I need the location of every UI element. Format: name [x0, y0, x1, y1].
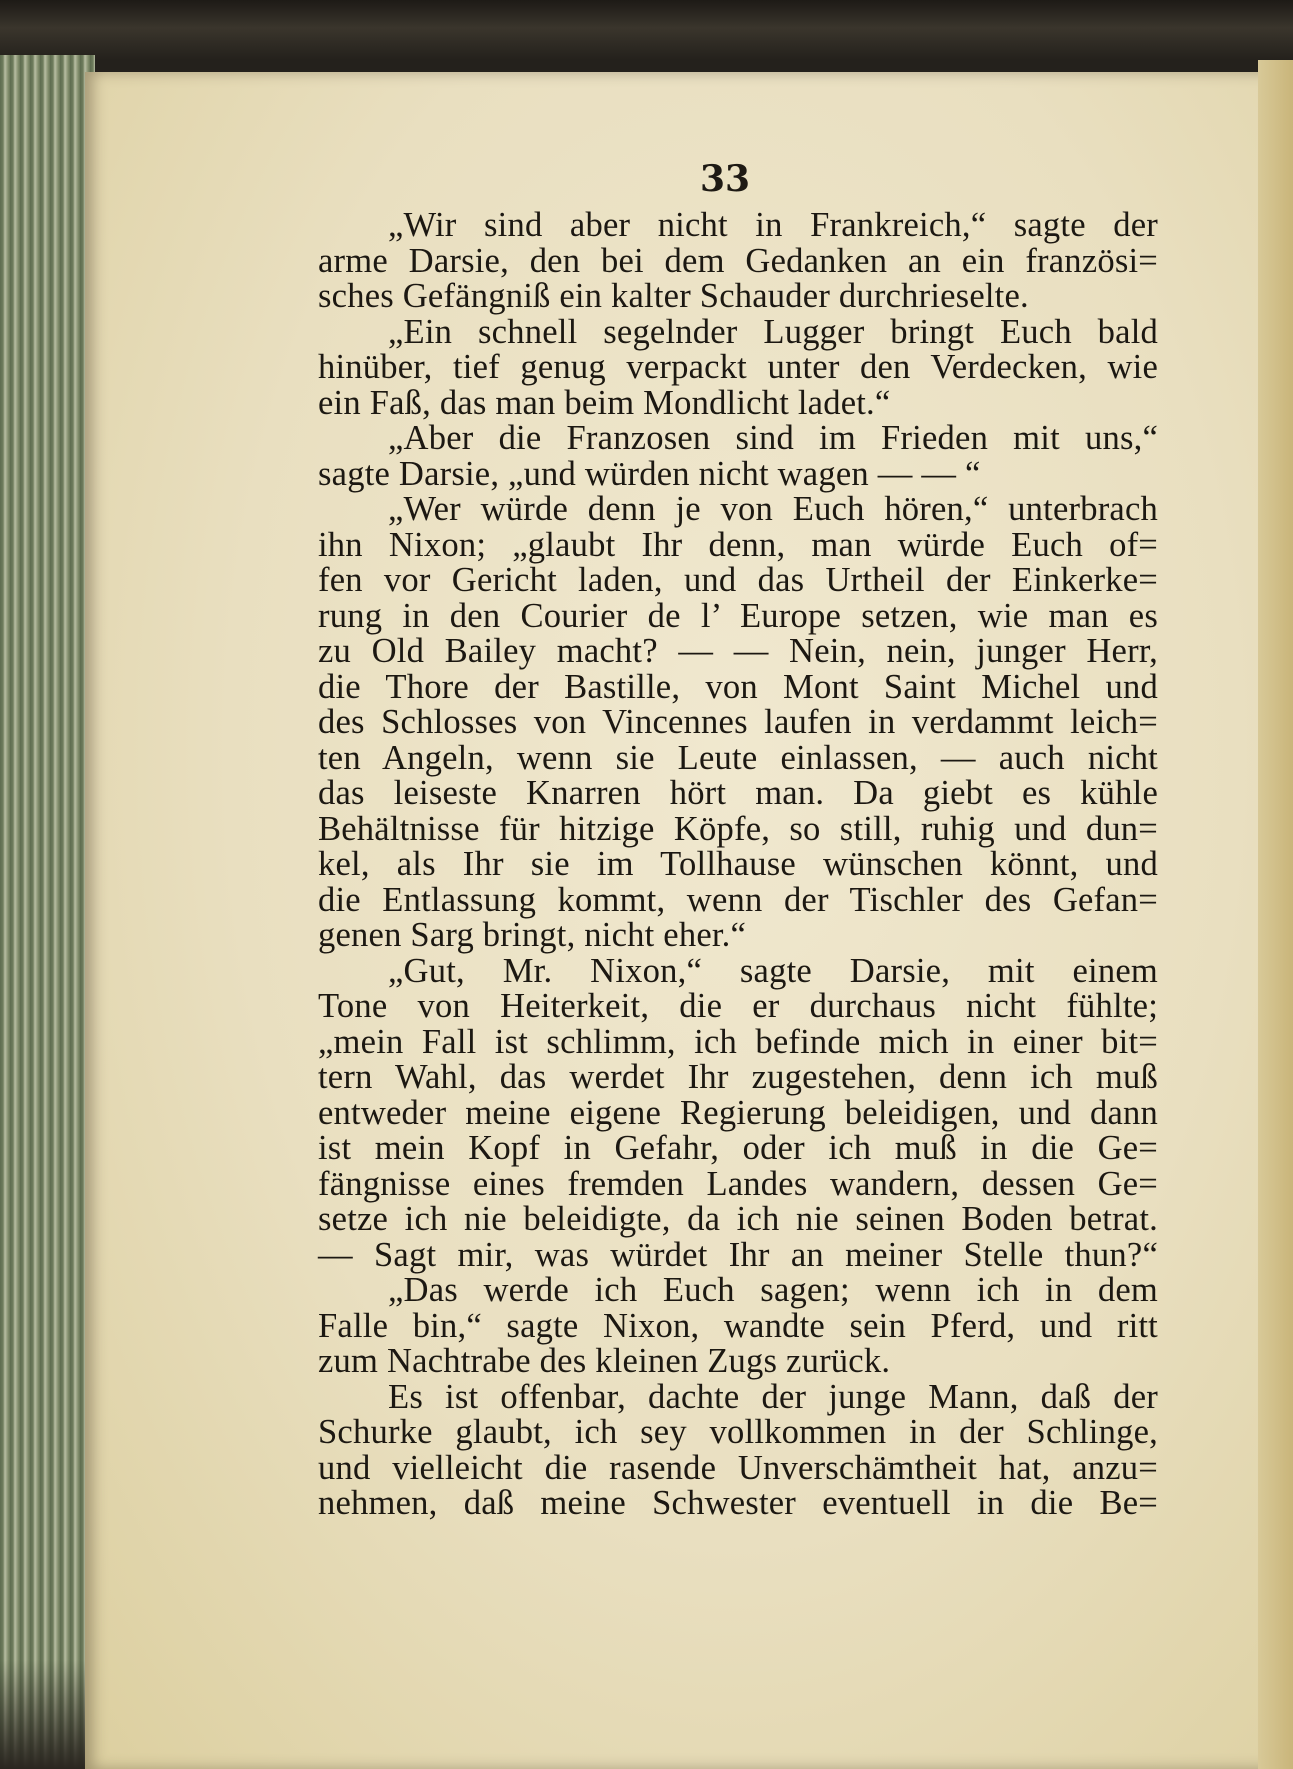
text-line: kel, als Ihr sie im Tollhause wünschen könnt, und [318, 845, 1158, 883]
page-number: 33 [700, 158, 751, 200]
book-page-edges [0, 55, 95, 1769]
text-line: und vielleicht die rasende Unverschämtheit hat, anzu= [318, 1448, 1158, 1487]
text-line: „mein Fall ist schlimm, ich befinde mich in einer bit= [318, 1022, 1158, 1061]
text-line: setze ich nie beleidigte, da ich nie seinen Boden betrat. [318, 1200, 1158, 1238]
text-line: „Wir sind aber nicht in Frankreich,“ sagte der [388, 206, 1158, 244]
page-edge-shadow [0, 1660, 95, 1769]
text-line: sagte Darsie, „und würden nicht wagen — — “ [318, 454, 981, 493]
text-line: fen vor Gericht laden, und das Urtheil der Einkerke= [318, 561, 1158, 599]
page-right-edge [1258, 60, 1293, 1769]
text-line: rung in den Courier de l’ Europe setzen, wie man es [318, 596, 1158, 635]
body-text [318, 208, 1158, 1522]
text-line: zu Old Bailey macht? — — Nein, nein, junger Herr, [318, 632, 1158, 670]
text-line: Tone von Heiterkeit, die er durchaus nicht fühlte; [318, 987, 1158, 1025]
text-line: „Das werde ich Euch sagen; wenn ich in dem [388, 1271, 1158, 1309]
text-line: tern Wahl, das werdet Ihr zugestehen, denn ich muß [318, 1058, 1158, 1096]
text-line: entweder meine eigene Regierung beleidigen, und dann [318, 1093, 1158, 1132]
text-line: — Sagt mir, was würdet Ihr an meiner Stelle thun?“ [318, 1235, 1158, 1274]
text-line: die Entlassung kommt, wenn der Tischler des Gefan= [318, 880, 1158, 919]
text-line: zum Nachtrabe des kleinen Zugs zurück. [318, 1342, 891, 1380]
text-line: des Schlosses von Vincennes laufen in verdammt leich= [318, 703, 1158, 741]
text-line: die Thore der Bastille, von Mont Saint Michel und [318, 667, 1158, 706]
text-line: sches Gefängniß ein kalter Schauder durchrieselte. [318, 277, 1029, 315]
text-line: Schurke glaubt, ich sey vollkommen in der Schlinge, [318, 1413, 1158, 1451]
text-line: das leiseste Knarren hört man. Da giebt es kühle [318, 774, 1158, 812]
text-line: ihn Nixon; „glaubt Ihr denn, man würde Euch of= [318, 525, 1158, 564]
text-line: „Ein schnell segelnder Lugger bringt Euch bald [388, 312, 1158, 351]
text-line: Falle bin,“ sagte Nixon, wandte sein Pferd, und ritt [318, 1306, 1158, 1345]
text-line: hinüber, tief genug verpackt unter den Verdecken, wie [318, 348, 1158, 386]
text-line: „Gut, Mr. Nixon,“ sagte Darsie, mit einem [388, 951, 1158, 990]
text-line: Behältnisse für hitzige Köpfe, so still, ruhig und dun= [318, 809, 1158, 848]
text-line: ten Angeln, wenn sie Leute einlassen, — auch nicht [318, 738, 1158, 777]
text-line: ein Faß, das man beim Mondlicht ladet.“ [318, 383, 891, 422]
text-line: genen Sarg bringt, nicht eher.“ [318, 916, 747, 954]
text-line: Es ist offenbar, dachte der junge Mann, daß der [388, 1377, 1158, 1416]
text-line: nehmen, daß meine Schwester eventuell in die Be= [318, 1484, 1158, 1522]
text-line: ist mein Kopf in Gefahr, oder ich muß in die Ge= [318, 1129, 1158, 1167]
text-line: arme Darsie, den bei dem Gedanken an ein französi= [318, 241, 1158, 280]
text-line: fängnisse eines fremden Landes wandern, dessen Ge= [318, 1164, 1158, 1203]
text-line: „Wer würde denn je von Euch hören,“ unterbrach [388, 490, 1158, 528]
text-line: „Aber die Franzosen sind im Frieden mit uns,“ [388, 419, 1158, 457]
